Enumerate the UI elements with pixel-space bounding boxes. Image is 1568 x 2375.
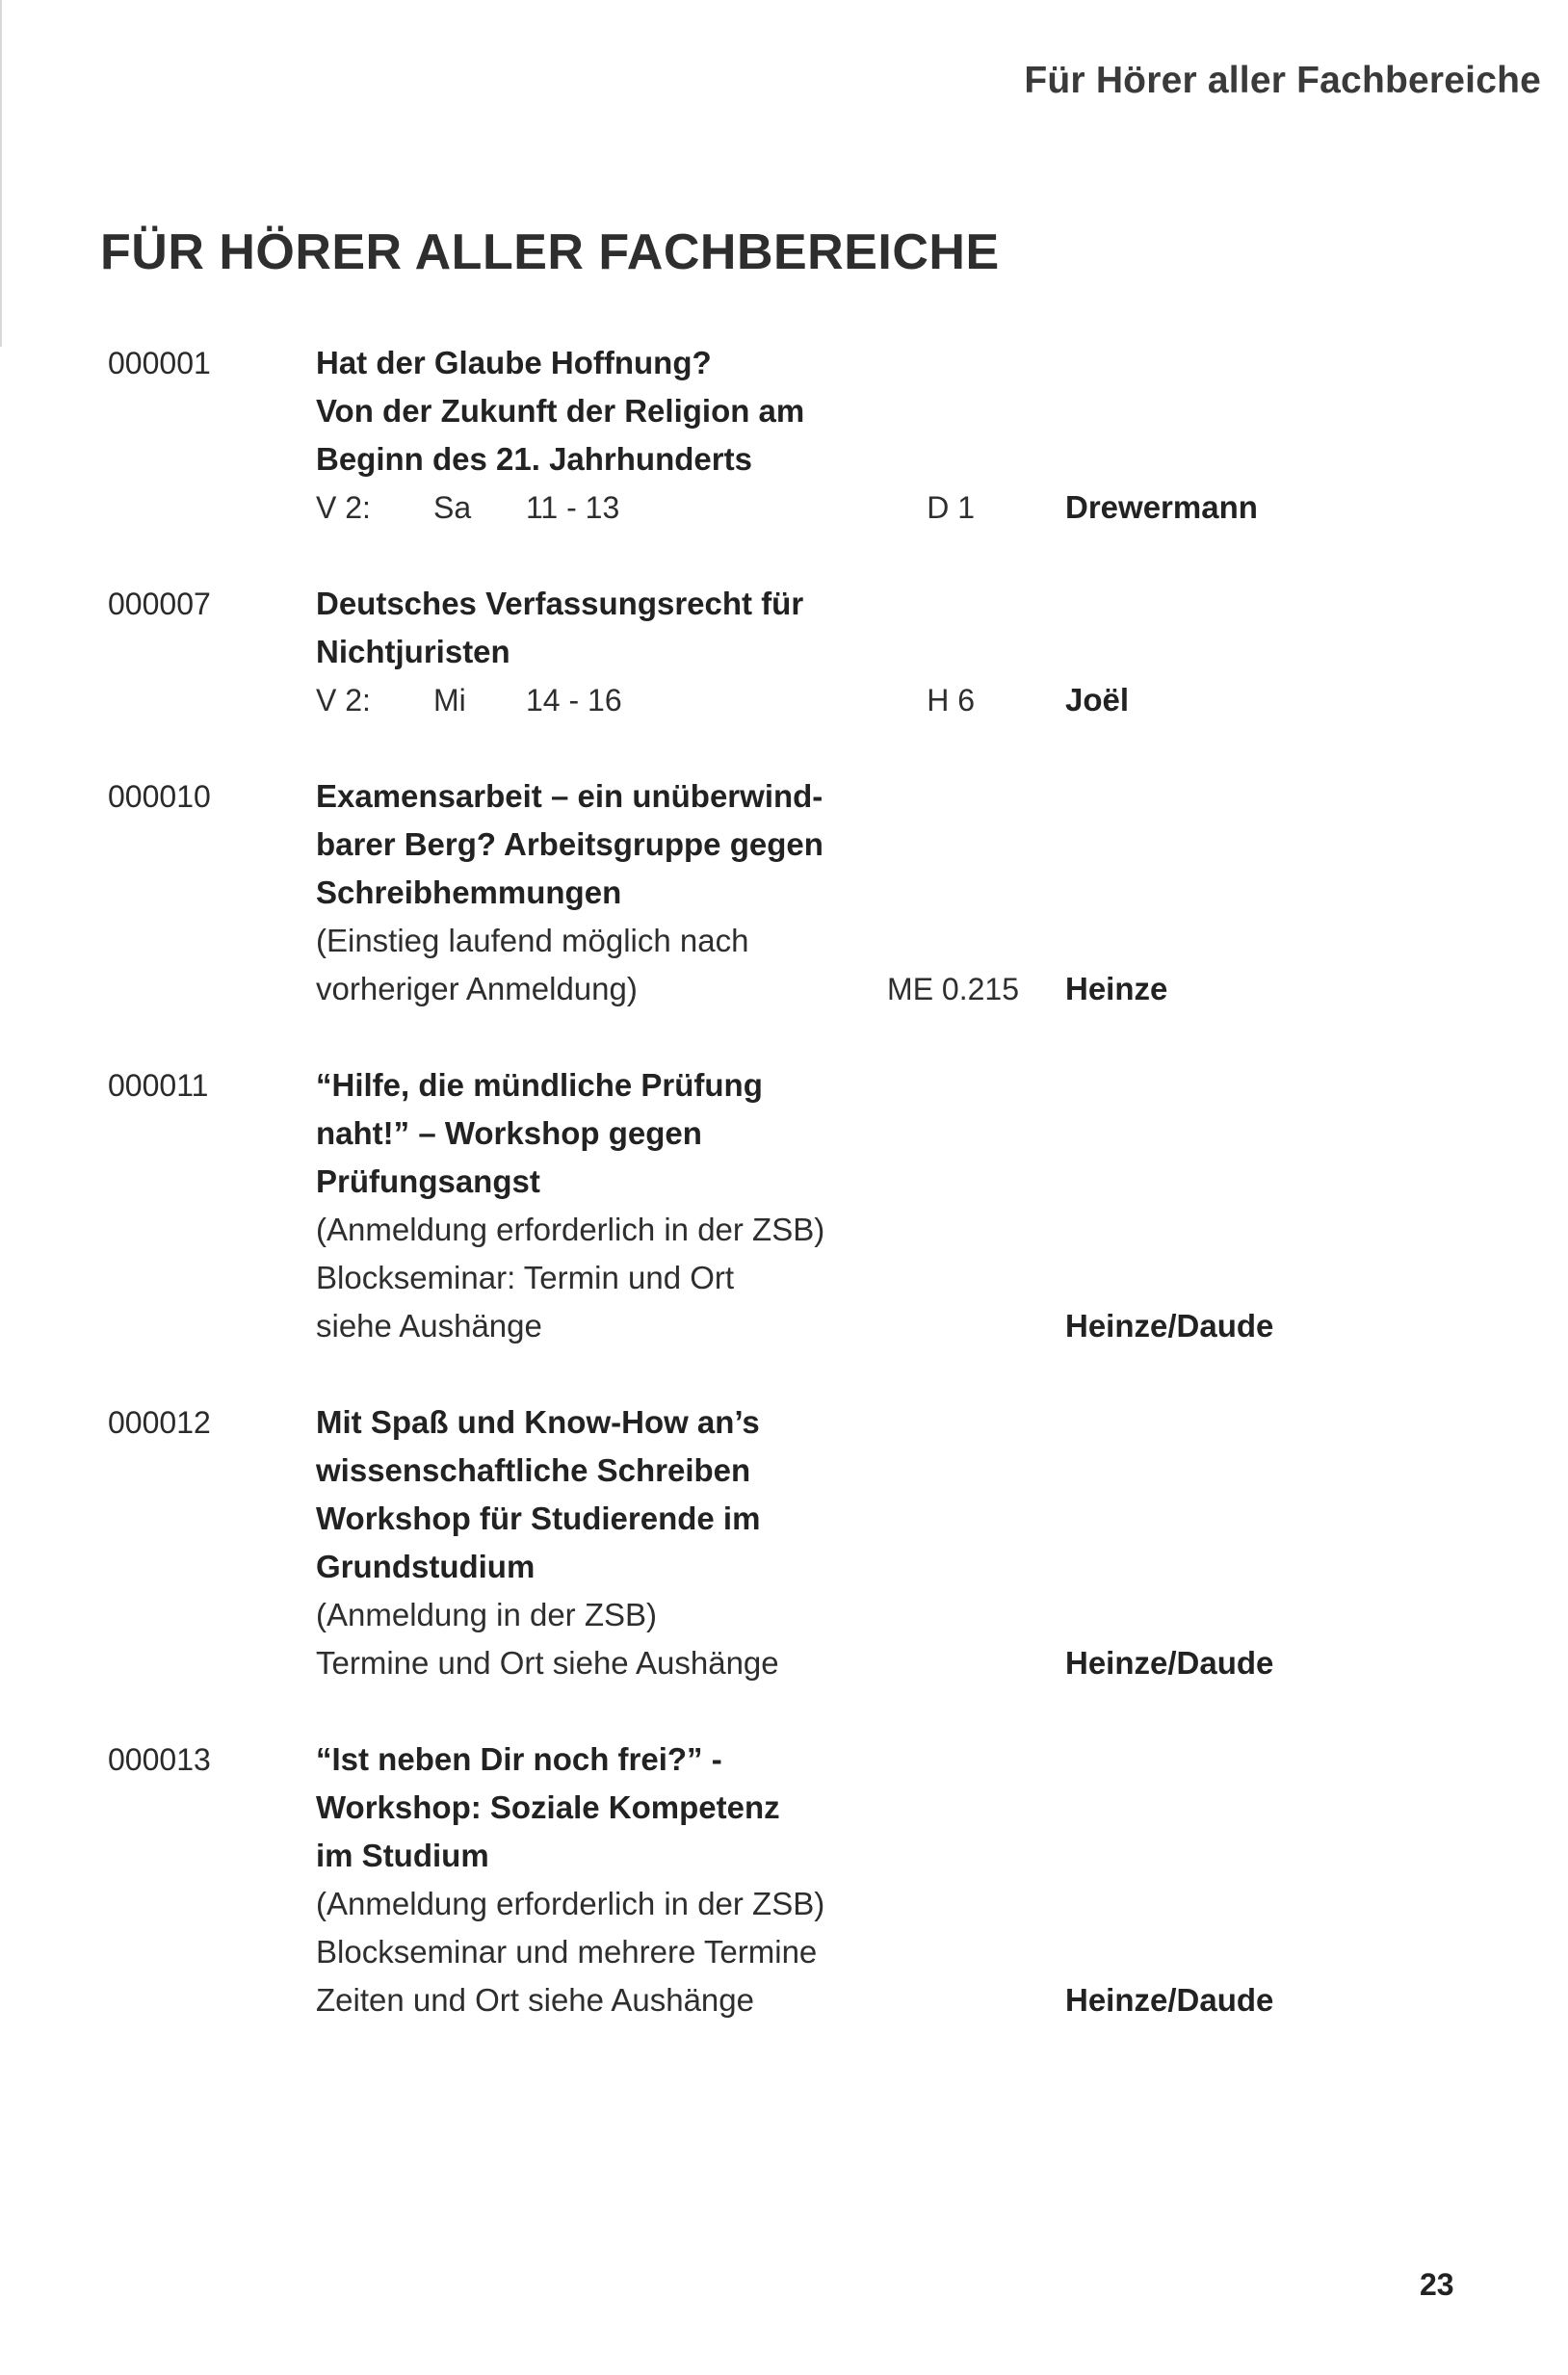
course-id: 000011 bbox=[108, 1068, 209, 1103]
course-lecturer: Drewermann bbox=[1065, 489, 1258, 525]
course-note-line: Blockseminar und mehrere Termine bbox=[316, 1934, 818, 1970]
course-id: 000001 bbox=[108, 346, 211, 380]
course-title-line: Schreibhemmungen bbox=[316, 874, 622, 910]
page-number: 23 bbox=[1420, 2267, 1454, 2302]
course-title-line: Von der Zukunft der Religion am bbox=[316, 393, 805, 429]
course-note-line: (Einstieg laufend möglich nach bbox=[316, 923, 749, 958]
course-body bbox=[316, 772, 855, 1013]
course-note-line: Blockseminar: Termin und Ort bbox=[316, 1260, 735, 1295]
course-title-line: barer Berg? Arbeitsgruppe gegen bbox=[316, 826, 823, 862]
course-title-line: wissenschaftliche Schreiben bbox=[316, 1452, 751, 1488]
course-id: 000013 bbox=[108, 1742, 211, 1777]
course-lecturer: Heinze/Daude bbox=[1065, 1645, 1274, 1681]
scan-edge bbox=[0, 0, 2, 347]
course-lecturer: Heinze/Daude bbox=[1065, 1308, 1274, 1344]
course-body bbox=[316, 1061, 855, 1350]
course-note-line: vorheriger Anmeldung) bbox=[316, 971, 638, 1006]
course-title-line: Prüfungsangst bbox=[316, 1163, 540, 1199]
course-note-line: (Anmeldung erforderlich in der ZSB) bbox=[316, 1212, 825, 1247]
course-title-line: “Hilfe, die mündliche Prüfung bbox=[316, 1067, 763, 1103]
course-id: 000007 bbox=[108, 587, 211, 621]
course-title-line: Hat der Glaube Hoffnung? bbox=[316, 345, 712, 380]
schedule-type: V 2: bbox=[316, 683, 371, 718]
schedule-day: Mi bbox=[433, 683, 466, 718]
course-room: ME 0.215 bbox=[887, 972, 1019, 1006]
course-lecturer: Joël bbox=[1065, 682, 1130, 718]
course-lecturer: Heinze/Daude bbox=[1065, 1982, 1274, 2018]
course-title-line: Grundstudium bbox=[316, 1549, 536, 1584]
course-room: D 1 bbox=[927, 490, 975, 525]
course-schedule bbox=[316, 483, 855, 532]
running-header: Für Hörer aller Fachbereiche bbox=[1024, 60, 1541, 101]
course-body bbox=[316, 339, 855, 532]
schedule-time: 14 - 16 bbox=[526, 683, 622, 718]
schedule-day: Sa bbox=[433, 490, 472, 525]
course-title-line: naht!” – Workshop gegen bbox=[316, 1115, 702, 1151]
course-lecturer: Heinze bbox=[1065, 971, 1168, 1006]
course-title-line: Beginn des 21. Jahrhunderts bbox=[316, 441, 752, 477]
course-note-line: Zeiten und Ort siehe Aushänge bbox=[316, 1982, 754, 2018]
schedule-type: V 2: bbox=[316, 490, 371, 525]
course-title-line: Deutsches Verfassungsrecht für bbox=[316, 586, 804, 621]
course-room: H 6 bbox=[927, 683, 975, 718]
schedule-time: 11 - 13 bbox=[526, 490, 620, 525]
course-title-line: Nichtjuristen bbox=[316, 634, 510, 669]
course-body bbox=[316, 580, 855, 724]
course-id: 000010 bbox=[108, 779, 211, 814]
section-title: FÜR HÖRER ALLER FACHBEREICHE bbox=[100, 224, 1000, 280]
course-note-line: Termine und Ort siehe Aushänge bbox=[316, 1645, 779, 1681]
course-title-line: “Ist neben Dir noch frei?” - bbox=[316, 1741, 722, 1777]
course-schedule bbox=[316, 676, 855, 724]
course-title-line: Examensarbeit – ein unüberwind- bbox=[316, 778, 823, 814]
course-body bbox=[316, 1736, 855, 2024]
course-note-line: siehe Aushänge bbox=[316, 1308, 542, 1344]
course-title-line: Workshop: Soziale Kompetenz bbox=[316, 1789, 780, 1825]
course-title-line: im Studium bbox=[316, 1838, 489, 1873]
course-note-line: (Anmeldung in der ZSB) bbox=[316, 1597, 657, 1632]
course-note-line: (Anmeldung erforderlich in der ZSB) bbox=[316, 1886, 825, 1921]
course-title-line: Mit Spaß und Know-How an’s bbox=[316, 1404, 760, 1440]
course-id: 000012 bbox=[108, 1405, 211, 1440]
course-body bbox=[316, 1398, 855, 1687]
course-title-line: Workshop für Studierende im bbox=[316, 1501, 761, 1536]
